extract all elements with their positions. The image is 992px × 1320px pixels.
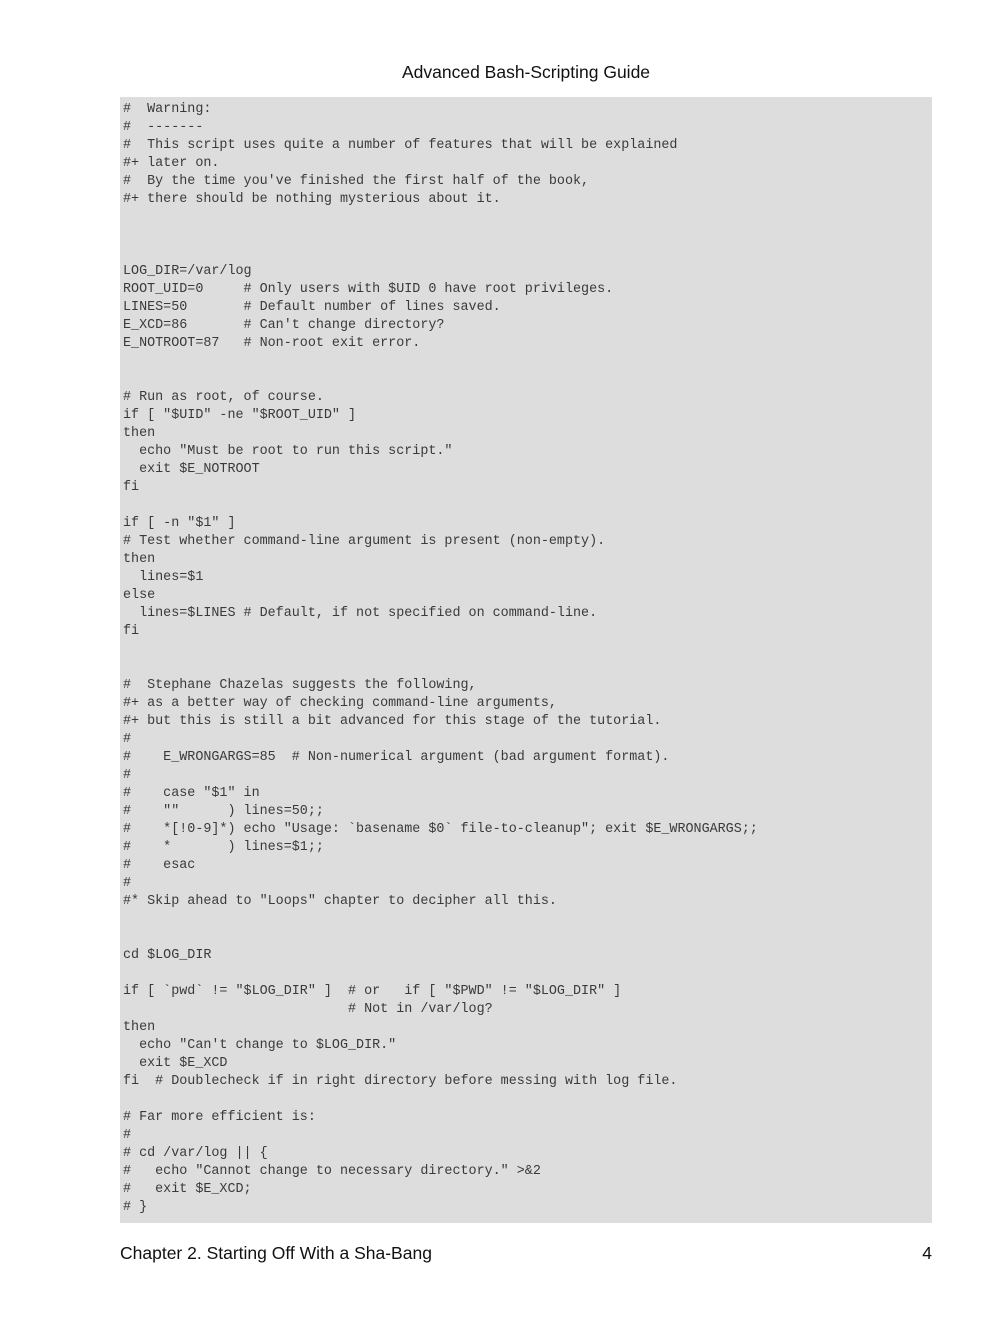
chapter-title: Chapter 2. Starting Off With a Sha-Bang	[120, 1243, 432, 1263]
code-line: fi	[123, 480, 140, 495]
code-line: then	[123, 1020, 156, 1035]
code-line: #+ there should be nothing mysterious about it.	[123, 192, 501, 207]
code-line: # -------	[123, 120, 204, 135]
code-line	[123, 1091, 932, 1109]
code-line: exit $E_XCD	[123, 1056, 228, 1071]
code-line: if [ "$UID" -ne "$ROOT_UID" ]	[123, 408, 357, 423]
code-line: # This script uses quite a number of features that will be explained	[123, 138, 678, 153]
code-line: if [ -n "$1" ]	[123, 516, 236, 531]
code-line	[123, 227, 932, 245]
code-line: ROOT_UID=0 # Only users with $UID 0 have root privileges.	[123, 282, 614, 297]
code-line: #+ as a better way of checking command-line arguments,	[123, 696, 557, 711]
code-line: LOG_DIR=/var/log	[123, 264, 252, 279]
code-line: if [ `pwd` != "$LOG_DIR" ] # or if [ "$PWD" != "$LOG_DIR" ]	[123, 984, 622, 999]
code-line: # case "$1" in	[123, 786, 260, 801]
code-line: #	[123, 768, 132, 783]
code-line: then	[123, 552, 156, 567]
code-line: # E_WRONGARGS=85 # Non-numerical argument (bad argument format).	[123, 750, 670, 765]
code-line: # Stephane Chazelas suggests the following,	[123, 678, 477, 693]
page-header	[0, 60, 992, 84]
code-line	[123, 911, 932, 929]
code-line: # * ) lines=$1;;	[123, 840, 324, 855]
code-line: fi	[123, 624, 140, 639]
document-title: Advanced Bash-Scripting Guide	[401, 62, 651, 82]
code-line: # Far more efficient is:	[123, 1110, 316, 1125]
code-line	[123, 353, 932, 371]
code-line: lines=$1	[123, 570, 204, 585]
code-line	[123, 497, 932, 515]
code-line: # echo "Cannot change to necessary directory." >&2	[123, 1164, 541, 1179]
code-line	[123, 209, 932, 227]
code-line	[123, 659, 932, 677]
code-line: then	[123, 426, 156, 441]
code-line: fi # Doublecheck if in right directory before messing with log file.	[123, 1074, 678, 1089]
code-line: E_XCD=86 # Can't change directory?	[123, 318, 445, 333]
code-line: #	[123, 1128, 132, 1143]
page-number: 4	[922, 1243, 932, 1263]
code-line	[123, 965, 932, 983]
code-line: # Test whether command-line argument is present (non-empty).	[123, 534, 606, 549]
code-line	[123, 371, 932, 389]
code-line: else	[123, 588, 156, 603]
code-line: # "" ) lines=50;;	[123, 804, 324, 819]
code-line	[123, 929, 932, 947]
code-line: cd $LOG_DIR	[123, 948, 212, 963]
code-line: # *[!0-9]*) echo "Usage: `basename $0` file-to-cleanup"; exit $E_WRONGARGS;;	[123, 822, 758, 837]
code-listing	[120, 97, 932, 1223]
code-line: exit $E_NOTROOT	[123, 462, 260, 477]
code-line: # Run as root, of course.	[123, 390, 324, 405]
code-line: # Not in /var/log?	[123, 1002, 493, 1017]
code-line	[123, 245, 932, 263]
code-line: #	[123, 732, 132, 747]
code-line: # Warning:	[123, 102, 212, 117]
code-line: LINES=50 # Default number of lines saved.	[123, 300, 501, 315]
code-line: # By the time you've finished the first half of the book,	[123, 174, 590, 189]
code-line	[123, 641, 932, 659]
code-line: #+ later on.	[123, 156, 220, 171]
code-line: #+ but this is still a bit advanced for this stage of the tutorial.	[123, 714, 662, 729]
code-line: E_NOTROOT=87 # Non-root exit error.	[123, 336, 421, 351]
code-line: echo "Can't change to $LOG_DIR."	[123, 1038, 397, 1053]
code-line: # cd /var/log || {	[123, 1146, 268, 1161]
code-line: echo "Must be root to run this script."	[123, 444, 453, 459]
code-line: lines=$LINES # Default, if not specified on command-line.	[123, 606, 598, 621]
code-line: # }	[123, 1200, 148, 1215]
code-line: # esac	[123, 858, 196, 873]
code-line: #* Skip ahead to "Loops" chapter to decipher all this.	[123, 894, 557, 909]
code-line: # exit $E_XCD;	[123, 1182, 252, 1197]
code-line: #	[123, 876, 132, 891]
